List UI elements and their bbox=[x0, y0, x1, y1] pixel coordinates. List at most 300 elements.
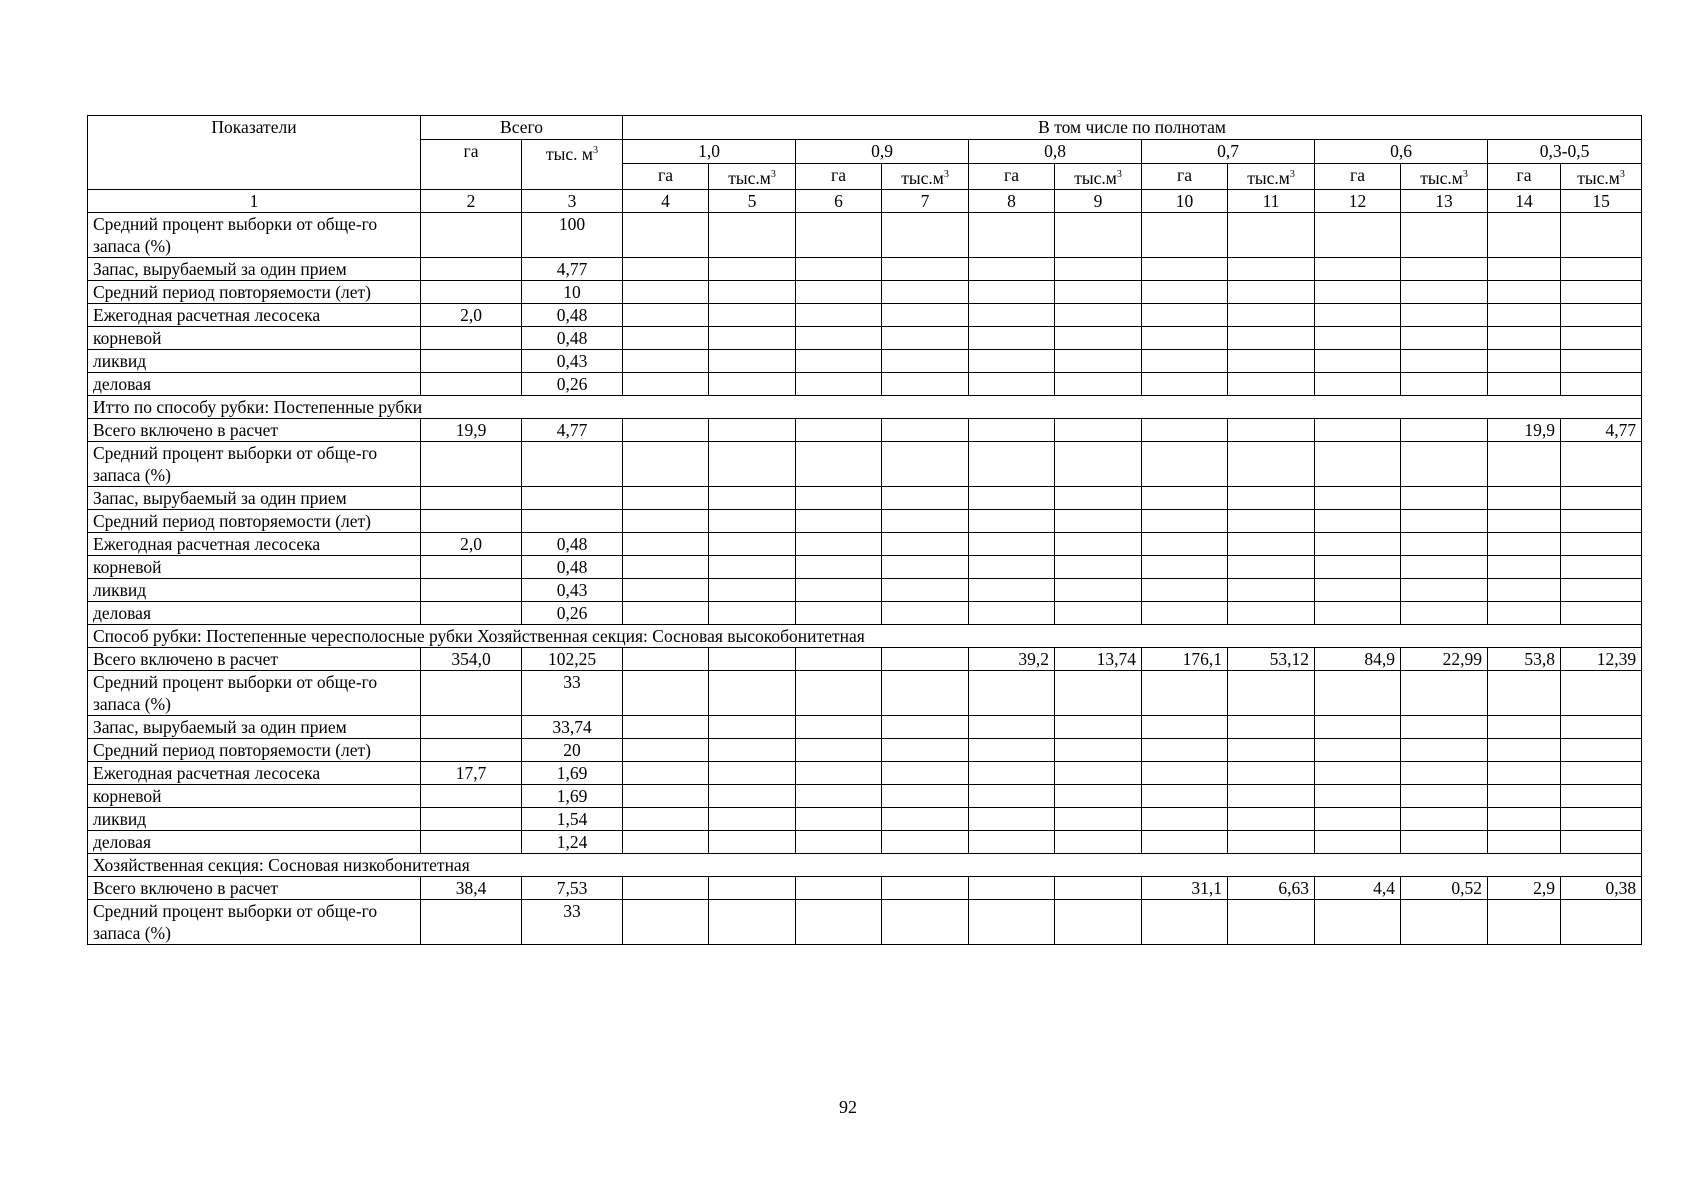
table-cell bbox=[1055, 899, 1142, 944]
page-number: 92 bbox=[839, 1097, 857, 1117]
table-cell bbox=[1488, 899, 1561, 944]
table-cell bbox=[1142, 532, 1228, 555]
table-cell bbox=[1142, 807, 1228, 830]
table-cell: 13,74 bbox=[1055, 647, 1142, 670]
column-number: 3 bbox=[522, 189, 623, 212]
table-cell bbox=[623, 280, 709, 303]
table-cell bbox=[1401, 715, 1488, 738]
table-cell bbox=[1488, 441, 1561, 486]
table-row bbox=[88, 441, 1642, 486]
table-cell bbox=[421, 899, 522, 944]
table-cell bbox=[709, 899, 796, 944]
table-cell bbox=[1055, 738, 1142, 761]
table-cell: 1,24 bbox=[522, 830, 623, 853]
table-cell bbox=[1142, 601, 1228, 624]
column-number: 4 bbox=[623, 189, 709, 212]
table-cell bbox=[1055, 441, 1142, 486]
table-cell bbox=[882, 441, 969, 486]
table-cell bbox=[623, 486, 709, 509]
header-unit-ha: га bbox=[623, 164, 709, 190]
table-cell bbox=[1228, 761, 1315, 784]
table-cell bbox=[796, 349, 882, 372]
table-cell bbox=[421, 326, 522, 349]
row-label: Средний процент выборки от обще-го запаса (%) bbox=[88, 899, 421, 944]
table-cell bbox=[1315, 761, 1401, 784]
table-cell bbox=[623, 555, 709, 578]
table-cell bbox=[969, 418, 1055, 441]
table-cell bbox=[796, 326, 882, 349]
table-cell: 31,1 bbox=[1142, 876, 1228, 899]
table-cell bbox=[709, 486, 796, 509]
table-cell: 0,43 bbox=[522, 578, 623, 601]
table-cell bbox=[1228, 303, 1315, 326]
table-cell: 33 bbox=[522, 670, 623, 715]
table-row bbox=[88, 761, 1642, 784]
table-cell bbox=[421, 257, 522, 280]
table-cell: 176,1 bbox=[1142, 647, 1228, 670]
table-cell bbox=[1401, 212, 1488, 257]
table-cell bbox=[1401, 738, 1488, 761]
table-cell bbox=[969, 303, 1055, 326]
column-number: 12 bbox=[1315, 189, 1401, 212]
table-cell: 17,7 bbox=[421, 761, 522, 784]
table-cell bbox=[969, 670, 1055, 715]
table-row bbox=[88, 715, 1642, 738]
table-cell bbox=[623, 303, 709, 326]
header-unit-volume: $тыс.м^3$ bbox=[709, 164, 796, 190]
table-cell bbox=[1228, 212, 1315, 257]
row-label: Средний процент выборки от обще-го запаса (%) bbox=[88, 441, 421, 486]
table-cell bbox=[1228, 578, 1315, 601]
table-cell bbox=[709, 784, 796, 807]
table-cell: 1,69 bbox=[522, 784, 623, 807]
table-cell bbox=[1142, 509, 1228, 532]
column-number: 7 bbox=[882, 189, 969, 212]
table-cell bbox=[882, 280, 969, 303]
section-heading: Хозяйственная секция: Сосновая низкобонитетная bbox=[88, 853, 1642, 876]
table-cell bbox=[709, 280, 796, 303]
table-cell bbox=[1055, 761, 1142, 784]
table-row bbox=[88, 555, 1642, 578]
table-cell bbox=[623, 601, 709, 624]
table-cell bbox=[1561, 738, 1642, 761]
table-cell bbox=[1055, 212, 1142, 257]
row-label: Запас, вырубаемый за один прием bbox=[88, 715, 421, 738]
table-cell bbox=[1228, 326, 1315, 349]
forest-allocation-table bbox=[87, 115, 1642, 945]
table-row bbox=[88, 578, 1642, 601]
table-cell bbox=[1055, 715, 1142, 738]
table-cell bbox=[1055, 830, 1142, 853]
table-cell bbox=[882, 303, 969, 326]
table-cell bbox=[522, 441, 623, 486]
table-cell bbox=[882, 761, 969, 784]
table-cell: 19,9 bbox=[1488, 418, 1561, 441]
table-cell bbox=[522, 509, 623, 532]
table-cell bbox=[623, 670, 709, 715]
table-cell bbox=[1488, 784, 1561, 807]
table-cell bbox=[1401, 761, 1488, 784]
table-cell bbox=[1315, 418, 1401, 441]
table-cell bbox=[1315, 280, 1401, 303]
table-cell bbox=[1561, 372, 1642, 395]
table-cell bbox=[421, 738, 522, 761]
section-row bbox=[88, 395, 1642, 418]
table-cell bbox=[709, 761, 796, 784]
section-row bbox=[88, 853, 1642, 876]
table-row bbox=[88, 899, 1642, 944]
table-cell: 19,9 bbox=[421, 418, 522, 441]
table-cell: 4,77 bbox=[1561, 418, 1642, 441]
table-cell bbox=[1488, 280, 1561, 303]
table-cell: 33,74 bbox=[522, 715, 623, 738]
header-density-0-6: 0,6 bbox=[1315, 140, 1488, 164]
table-cell bbox=[623, 326, 709, 349]
table-cell bbox=[1228, 807, 1315, 830]
column-number: 15 bbox=[1561, 189, 1642, 212]
table-cell bbox=[796, 418, 882, 441]
header-including-density: В том числе по полнотам bbox=[623, 116, 1642, 140]
table-cell bbox=[421, 670, 522, 715]
table-cell bbox=[969, 830, 1055, 853]
column-number: 8 bbox=[969, 189, 1055, 212]
table-row bbox=[88, 372, 1642, 395]
table-cell bbox=[709, 441, 796, 486]
table-cell bbox=[1142, 670, 1228, 715]
table-cell bbox=[623, 349, 709, 372]
table-cell bbox=[969, 738, 1055, 761]
column-number: 10 bbox=[1142, 189, 1228, 212]
table-cell bbox=[1561, 257, 1642, 280]
table-cell bbox=[1561, 784, 1642, 807]
table-cell bbox=[1142, 418, 1228, 441]
table-cell bbox=[969, 212, 1055, 257]
table-cell bbox=[882, 212, 969, 257]
table-cell bbox=[1055, 784, 1142, 807]
table-cell bbox=[1228, 532, 1315, 555]
table-cell bbox=[1228, 715, 1315, 738]
header-unit-volume: $тыс.м^3$ bbox=[1228, 164, 1315, 190]
table-row bbox=[88, 738, 1642, 761]
table-cell bbox=[882, 807, 969, 830]
table-cell bbox=[796, 899, 882, 944]
table-cell bbox=[1401, 509, 1488, 532]
table-cell bbox=[623, 578, 709, 601]
table-cell bbox=[1561, 578, 1642, 601]
table-cell bbox=[421, 578, 522, 601]
table-cell bbox=[1561, 899, 1642, 944]
row-label: корневой bbox=[88, 555, 421, 578]
table-cell bbox=[421, 372, 522, 395]
table-cell bbox=[1561, 509, 1642, 532]
table-cell: 0,48 bbox=[522, 303, 623, 326]
table-cell bbox=[969, 601, 1055, 624]
table-cell bbox=[1055, 807, 1142, 830]
column-number: 13 bbox=[1401, 189, 1488, 212]
table-cell: 4,4 bbox=[1315, 876, 1401, 899]
table-cell bbox=[1561, 532, 1642, 555]
table-cell: 53,8 bbox=[1488, 647, 1561, 670]
column-number: 9 bbox=[1055, 189, 1142, 212]
table-row bbox=[88, 418, 1642, 441]
table-cell bbox=[709, 715, 796, 738]
table-cell bbox=[1488, 486, 1561, 509]
table-cell bbox=[623, 738, 709, 761]
table-cell bbox=[882, 738, 969, 761]
table-cell bbox=[882, 326, 969, 349]
row-label: корневой bbox=[88, 326, 421, 349]
column-number: 14 bbox=[1488, 189, 1561, 212]
table-cell bbox=[421, 486, 522, 509]
row-label: Средний период повторяемости (лет) bbox=[88, 509, 421, 532]
table-cell bbox=[796, 876, 882, 899]
table-cell bbox=[421, 601, 522, 624]
table-row bbox=[88, 509, 1642, 532]
table-row bbox=[88, 349, 1642, 372]
table-cell bbox=[709, 647, 796, 670]
table-cell bbox=[1315, 899, 1401, 944]
table-row bbox=[88, 326, 1642, 349]
table-cell bbox=[969, 876, 1055, 899]
table-cell bbox=[1488, 532, 1561, 555]
table-cell bbox=[969, 257, 1055, 280]
row-label: Средний процент выборки от обще-го запаса (%) bbox=[88, 670, 421, 715]
header-density-0-7: 0,7 bbox=[1142, 140, 1315, 164]
header-density-1-0: 1,0 bbox=[623, 140, 796, 164]
table-cell bbox=[1561, 807, 1642, 830]
table-cell bbox=[1561, 280, 1642, 303]
table-cell bbox=[1315, 807, 1401, 830]
table-cell bbox=[1055, 418, 1142, 441]
table-cell: 354,0 bbox=[421, 647, 522, 670]
table-cell bbox=[1142, 555, 1228, 578]
table-cell bbox=[421, 555, 522, 578]
table-cell bbox=[421, 441, 522, 486]
table-cell bbox=[1315, 830, 1401, 853]
section-heading: Способ рубки: Постепенные чересполосные рубки Хозяйственная секция: Сосновая высокобонитетная bbox=[88, 624, 1642, 647]
table-cell bbox=[796, 509, 882, 532]
table-cell bbox=[421, 349, 522, 372]
table-cell bbox=[709, 418, 796, 441]
header-density-0-3-0-5: 0,3-0,5 bbox=[1488, 140, 1642, 164]
table-cell bbox=[1315, 784, 1401, 807]
table-cell bbox=[1228, 372, 1315, 395]
row-label: Ежегодная расчетная лесосека bbox=[88, 303, 421, 326]
table-cell bbox=[1315, 326, 1401, 349]
table-cell bbox=[1401, 418, 1488, 441]
header-unit-ha: га bbox=[1315, 164, 1401, 190]
table-cell bbox=[1488, 372, 1561, 395]
table-cell bbox=[969, 280, 1055, 303]
table-cell bbox=[969, 349, 1055, 372]
table-cell: 33 bbox=[522, 899, 623, 944]
table-cell bbox=[1401, 532, 1488, 555]
table-cell bbox=[1055, 509, 1142, 532]
table-cell bbox=[623, 807, 709, 830]
table-cell bbox=[1315, 578, 1401, 601]
table-cell bbox=[969, 441, 1055, 486]
table-row bbox=[88, 647, 1642, 670]
table-cell bbox=[969, 899, 1055, 944]
table-cell bbox=[1488, 212, 1561, 257]
table-cell bbox=[709, 876, 796, 899]
table-cell bbox=[623, 761, 709, 784]
header-total-volume: тыс. $м^3$ bbox=[522, 140, 623, 190]
table-cell: 100 bbox=[522, 212, 623, 257]
row-label: Средний период повторяемости (лет) bbox=[88, 280, 421, 303]
table-cell: 4,77 bbox=[522, 257, 623, 280]
table-cell: 0,43 bbox=[522, 349, 623, 372]
table-cell bbox=[1401, 555, 1488, 578]
table-cell bbox=[1315, 486, 1401, 509]
header-density-0-9: 0,9 bbox=[796, 140, 969, 164]
table-cell bbox=[1228, 830, 1315, 853]
table-row bbox=[88, 486, 1642, 509]
table-cell: 0,26 bbox=[522, 601, 623, 624]
table-row bbox=[88, 807, 1642, 830]
table-cell bbox=[882, 670, 969, 715]
table-cell bbox=[882, 257, 969, 280]
table-cell bbox=[969, 555, 1055, 578]
table-cell bbox=[1055, 578, 1142, 601]
table-cell bbox=[882, 349, 969, 372]
table-cell bbox=[709, 326, 796, 349]
table-cell bbox=[1488, 555, 1561, 578]
table-cell bbox=[1488, 670, 1561, 715]
table-cell bbox=[421, 807, 522, 830]
table-cell: 1,69 bbox=[522, 761, 623, 784]
table-cell bbox=[1488, 715, 1561, 738]
table-row bbox=[88, 670, 1642, 715]
table-cell bbox=[1228, 441, 1315, 486]
table-cell bbox=[1561, 715, 1642, 738]
table-cell bbox=[1561, 441, 1642, 486]
table-cell bbox=[1228, 899, 1315, 944]
table-cell bbox=[1142, 326, 1228, 349]
header-unit-volume: $тыс.м^3$ bbox=[1401, 164, 1488, 190]
table-cell bbox=[882, 578, 969, 601]
table-cell bbox=[623, 212, 709, 257]
table-cell bbox=[882, 647, 969, 670]
table-cell bbox=[969, 578, 1055, 601]
table-cell bbox=[709, 670, 796, 715]
table-cell: 4,77 bbox=[522, 418, 623, 441]
table-cell bbox=[623, 899, 709, 944]
table-cell bbox=[1401, 784, 1488, 807]
table-cell bbox=[1561, 326, 1642, 349]
column-number: 2 bbox=[421, 189, 522, 212]
table-cell bbox=[796, 486, 882, 509]
row-label: Всего включено в расчет bbox=[88, 418, 421, 441]
table-cell bbox=[796, 532, 882, 555]
table-cell bbox=[421, 212, 522, 257]
table-cell bbox=[709, 738, 796, 761]
table-cell bbox=[882, 784, 969, 807]
table-cell bbox=[421, 715, 522, 738]
table-cell bbox=[1142, 441, 1228, 486]
table-cell: 38,4 bbox=[421, 876, 522, 899]
table-cell bbox=[1228, 601, 1315, 624]
table-cell bbox=[1142, 303, 1228, 326]
table-cell bbox=[969, 784, 1055, 807]
header-total: Всего bbox=[421, 116, 623, 140]
table-cell bbox=[1488, 830, 1561, 853]
table-cell: 22,99 bbox=[1401, 647, 1488, 670]
table-cell bbox=[796, 784, 882, 807]
table-cell bbox=[1142, 349, 1228, 372]
table-cell: 0,48 bbox=[522, 326, 623, 349]
row-label: Запас, вырубаемый за один прием bbox=[88, 257, 421, 280]
table-cell bbox=[1561, 303, 1642, 326]
table-cell bbox=[709, 509, 796, 532]
table-cell bbox=[1055, 326, 1142, 349]
table-cell bbox=[796, 670, 882, 715]
table-row bbox=[88, 532, 1642, 555]
table-cell bbox=[1488, 257, 1561, 280]
table-cell bbox=[1401, 326, 1488, 349]
table-cell bbox=[1401, 280, 1488, 303]
table-cell bbox=[1401, 807, 1488, 830]
table-cell bbox=[796, 372, 882, 395]
table-cell bbox=[623, 784, 709, 807]
table-cell bbox=[882, 555, 969, 578]
column-number: 5 bbox=[709, 189, 796, 212]
table-cell bbox=[709, 257, 796, 280]
table-row bbox=[88, 876, 1642, 899]
section-row bbox=[88, 624, 1642, 647]
table-cell bbox=[796, 601, 882, 624]
table-cell bbox=[1228, 784, 1315, 807]
table-cell bbox=[421, 784, 522, 807]
table-row bbox=[88, 280, 1642, 303]
table-cell bbox=[623, 441, 709, 486]
table-cell bbox=[421, 830, 522, 853]
table-cell bbox=[1561, 601, 1642, 624]
table-cell bbox=[1142, 738, 1228, 761]
table-row bbox=[88, 784, 1642, 807]
table-cell bbox=[1228, 280, 1315, 303]
table-cell bbox=[1055, 303, 1142, 326]
header-unit-volume: $тыс.м^3$ bbox=[1055, 164, 1142, 190]
table-cell bbox=[623, 257, 709, 280]
table-cell bbox=[709, 830, 796, 853]
table-cell bbox=[796, 761, 882, 784]
table-row bbox=[88, 303, 1642, 326]
row-label: Ежегодная расчетная лесосека bbox=[88, 761, 421, 784]
table-cell bbox=[796, 555, 882, 578]
table-cell bbox=[1401, 830, 1488, 853]
table-cell bbox=[1488, 509, 1561, 532]
table-cell bbox=[1488, 761, 1561, 784]
row-label: деловая bbox=[88, 830, 421, 853]
table-cell: 7,53 bbox=[522, 876, 623, 899]
table-cell bbox=[1488, 807, 1561, 830]
table-cell bbox=[709, 349, 796, 372]
table-cell bbox=[882, 486, 969, 509]
table-cell bbox=[623, 715, 709, 738]
table-cell: 84,9 bbox=[1315, 647, 1401, 670]
table-cell: 20 bbox=[522, 738, 623, 761]
table-cell: 1,54 bbox=[522, 807, 623, 830]
table-cell bbox=[1315, 212, 1401, 257]
table-cell bbox=[882, 532, 969, 555]
table-cell bbox=[1561, 670, 1642, 715]
table-cell bbox=[1315, 670, 1401, 715]
table-row bbox=[88, 830, 1642, 853]
table-cell: 10 bbox=[522, 280, 623, 303]
header-unit-ha: га bbox=[1142, 164, 1228, 190]
table-cell bbox=[623, 876, 709, 899]
